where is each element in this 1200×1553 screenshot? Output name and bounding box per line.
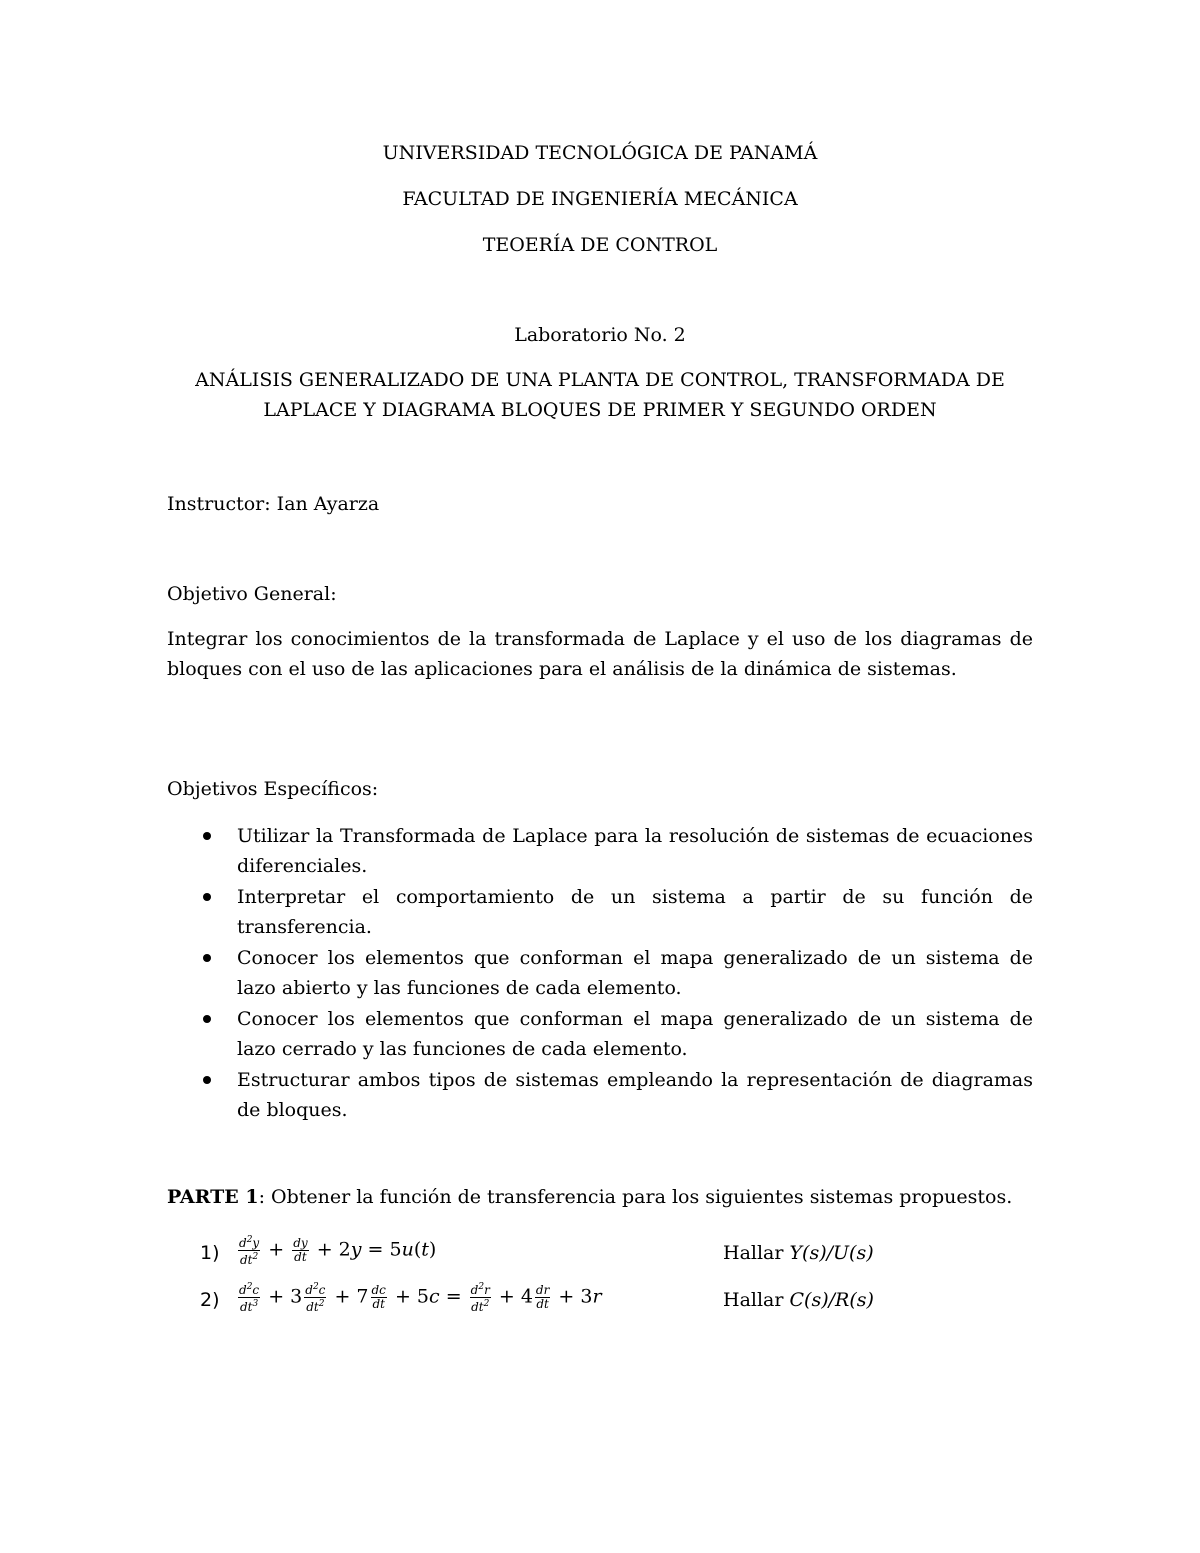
find-target-1	[723, 1242, 874, 1264]
lab-title-line1: ANÁLISIS GENERALIZADO DE UNA PLANTA DE CONTROL, TRANSFORMADA DE	[195, 369, 1005, 391]
equation-2: $\frac{d^2c}{dt^3}$ + 3 $\frac{d^2c}{dt^2}$ + 7 $\frac{dc}{dt}$ + 5c = $\frac{d^2r}{dt^2}$ + 4 $\frac{dr}{dt}$ + 3r	[239, 1282, 602, 1314]
list-item-text: Interpretar el comportamiento de un sistema a partir de su función de transferencia.	[237, 886, 1033, 938]
lab-number: Laboratorio No. 2	[514, 324, 686, 346]
list-item-text: Utilizar la Transformada de Laplace para la resolución de sistemas de ecuaciones diferenciales.	[237, 825, 1033, 877]
bullet-icon	[203, 893, 211, 901]
list-item-text: Conocer los elementos que conforman el mapa generalizado de un sistema de lazo cerrado y las funciones de cada elemento.	[237, 1008, 1033, 1060]
list-item	[167, 1004, 1033, 1064]
university-name: UNIVERSIDAD TECNOLÓGICA DE PANAMÁ	[382, 142, 818, 164]
general-objective-text: Integrar los conocimientos de la transformada de Laplace y el uso de los diagramas de bloques con el uso de las aplicaciones para el análisis de la dinámica de sistemas.	[167, 628, 1033, 680]
hallar-label: Hallar	[723, 1289, 784, 1311]
equation-number: 2)	[200, 1289, 220, 1311]
faculty-name: FACULTAD DE INGENIERÍA MECÁNICA	[402, 188, 798, 210]
course-name: TEOERÍA DE CONTROL	[482, 234, 718, 256]
bullet-icon	[203, 832, 211, 840]
specific-objectives-heading: Objetivos Específicos:	[167, 778, 379, 800]
hallar-label: Hallar	[723, 1242, 784, 1264]
part1-heading	[167, 1186, 1012, 1208]
transfer-ratio: Y(s)/U(s)	[789, 1242, 874, 1264]
lab-title-line2: LAPLACE Y DIAGRAMA BLOQUES DE PRIMER Y SEGUNDO ORDEN	[263, 399, 937, 421]
equation-row-1	[200, 1234, 1000, 1274]
find-target-2	[723, 1289, 874, 1311]
specific-objectives-list	[167, 821, 1033, 1126]
list-item-text: Conocer los elementos que conforman el mapa generalizado de un sistema de lazo abierto y las funciones de cada elemento.	[237, 947, 1033, 999]
list-item	[167, 1065, 1033, 1125]
part1-label: PARTE 1	[167, 1186, 259, 1208]
list-item	[167, 882, 1033, 942]
list-item-text: Estructurar ambos tipos de sistemas empleando la representación de diagramas de bloques.	[237, 1069, 1033, 1121]
bullet-icon	[203, 1076, 211, 1084]
part1-text: : Obtener la función de transferencia para los siguientes sistemas propuestos.	[258, 1186, 1013, 1208]
bullet-icon	[203, 954, 211, 962]
equation-1: $\frac{d^2y}{dt^2}$ + $\frac{dy}{dt}$ + 2y = 5u(t)	[239, 1235, 437, 1267]
general-objective-heading: Objetivo General:	[167, 583, 337, 605]
list-item	[167, 821, 1033, 881]
equation-number: 1)	[200, 1242, 220, 1264]
equation-row-2	[200, 1281, 1000, 1321]
transfer-ratio: C(s)/R(s)	[789, 1289, 874, 1311]
list-item	[167, 943, 1033, 1003]
instructor: Instructor: Ian Ayarza	[167, 493, 380, 515]
bullet-icon	[203, 1015, 211, 1023]
